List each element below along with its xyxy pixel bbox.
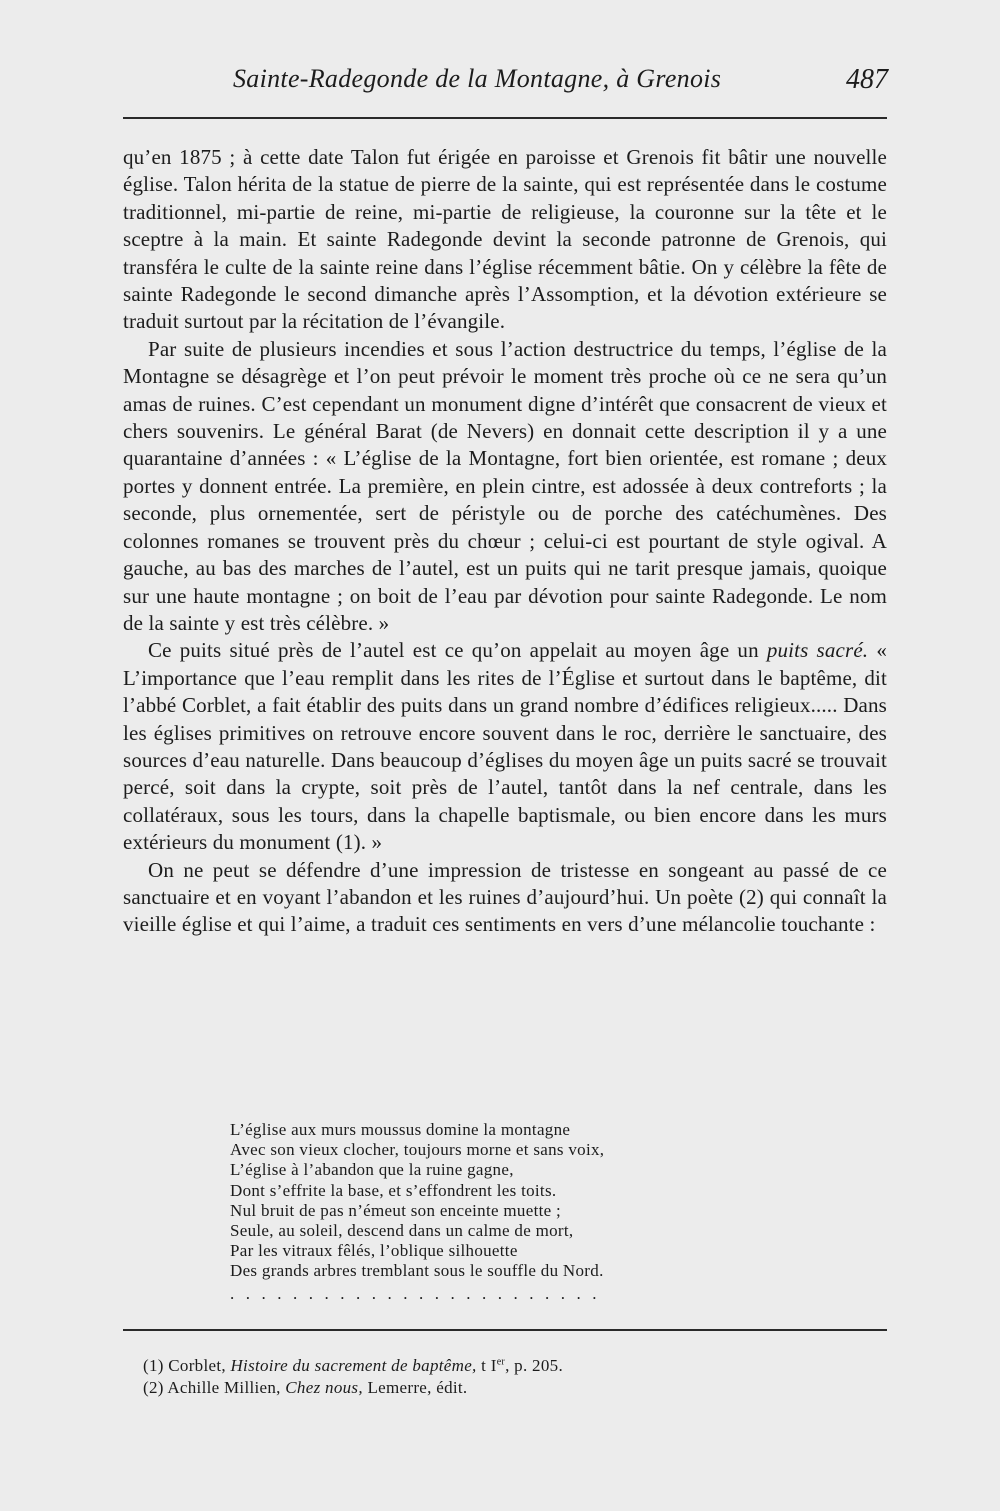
paragraph-3-rest: « L’importance que l’eau remplit dans les rites de l’Église et surtout dans le baptême, dit l’abbé Corblet, a fait établir des puits dans un grand nombre d’édifices religieux..... Dans les églises primitives on retrouve encore souvent dans le roc, derrière le sanctuaire, des sources d’eau naturelle. Dans beaucoup d’églises du moyen âge un puits sacré se trouvait percé, soit dans la crypte, soit près de l’autel, tantôt dans la nef centrale, dans les collatéraux, sous les tours, dans la chapelle baptismale, ou bien encore dans les murs extérieurs du monument (1). »	[123, 638, 887, 855]
running-title: Sainte-Radegonde de la Montagne, à Grenois	[233, 64, 722, 93]
footnote-2-publisher: Lemerre, édit.	[362, 1378, 468, 1397]
poem-line: Dont s’effrite la base, et s’effondrent les toits.	[230, 1180, 557, 1200]
footnote-rule	[123, 1329, 887, 1331]
footnote-1-title: Histoire du sacrement de baptême,	[230, 1356, 477, 1375]
poem-line: Par les vitraux fêlés, l’oblique silhouette	[230, 1241, 518, 1261]
header-rule	[123, 117, 887, 119]
footnote-1-mark: (1) Corblet,	[143, 1356, 231, 1375]
footnote-1-page: , p. 205.	[505, 1356, 564, 1375]
footnote-1-volume: t I	[476, 1356, 497, 1375]
footnote-2-title: Chez nous,	[285, 1378, 363, 1397]
footnote-1-superscript: er	[496, 1356, 506, 1368]
paragraph-3-start: Ce puits situé près de l’autel est ce qu’on appelait au moyen âge un	[148, 638, 767, 663]
paragraph-1: qu’en 1875 ; à cette date Talon fut érigée en paroisse et Grenois fit bâtir une nouvelle église. Talon hérita de la statue de pierre de la sainte, qui est représentée dans le costume traditionnel, mi-partie de reine, mi-partie de religieuse, la couronne sur la tête et le sceptre à la main. Et sainte Radegonde devint la seconde patronne de Grenois, qui transféra le culte de la sainte reine dans l’église récemment bâtie. On y célèbre la fête de sainte Radegonde le second dimanche après l’Assomption, et la dévotion extérieure se traduit surtout par la récitation de l’évangile.	[123, 145, 887, 334]
footnote-2	[143, 1377, 887, 1399]
poem-stanza	[230, 1120, 750, 1304]
poem-line: Nul bruit de pas n’émeut son enceinte muette ;	[230, 1200, 562, 1220]
footnote-1	[143, 1355, 887, 1377]
poem-line: L’église aux murs moussus domine la montagne	[230, 1120, 571, 1139]
poem-line: Avec son vieux clocher, toujours morne et sans voix,	[230, 1140, 605, 1160]
puits-sacre-term: puits sacré.	[766, 638, 869, 663]
paragraph-3	[123, 637, 887, 856]
poem-line: Des grands arbres tremblant sous le souffle du Nord.	[230, 1261, 604, 1281]
poem-line: L’église à l’abandon que la ruine gagne,	[230, 1160, 514, 1180]
body-text	[123, 144, 887, 939]
poem-ellipsis: ........................	[230, 1283, 608, 1303]
paragraph-4: On ne peut se défendre d’une impression de tristesse en songeant au passé de ce sanctuaire et en voyant l’abandon et les ruines d’aujourd’hui. Un poète (2) qui connaît la vieille église et qui l’aime, a traduit ces sentiments en vers d’une mélancolie touchante :	[123, 857, 887, 937]
footnote-2-mark: (2) Achille Millien,	[143, 1378, 286, 1397]
page-number: 487	[846, 64, 888, 95]
footnotes	[143, 1355, 887, 1399]
poem-line: Seule, au soleil, descend dans un calme de mort,	[230, 1221, 574, 1241]
page-header	[123, 62, 888, 102]
paragraph-2: Par suite de plusieurs incendies et sous l’action destructrice du temps, l’église de la Montagne se désagrège et l’on peut prévoir le moment très proche où ce ne sera qu’un amas de ruines. C’est cependant un monument digne d’intérêt que consacrent de vieux et chers souvenirs. Le général Barat (de Nevers) en donnait cette description il y a une quarantaine d’années : « L’église de la Montagne, fort bien orientée, est romane ; deux portes y donnent entrée. La première, en plein cintre, est adossée à deux contreforts ; la seconde, plus ornementée, sert de péristyle ou de porche des catéchumènes. Des colonnes romanes se trouvent près du chœur ; celui-ci est pourtant de style ogival. A gauche, au bas des marches de l’autel, est un puits qui ne tarit presque jamais, quoique sur une haute montagne ; on boit de l’eau par dévotion pour sainte Radegonde. Le nom de la sainte y est très célèbre. »	[123, 336, 887, 635]
